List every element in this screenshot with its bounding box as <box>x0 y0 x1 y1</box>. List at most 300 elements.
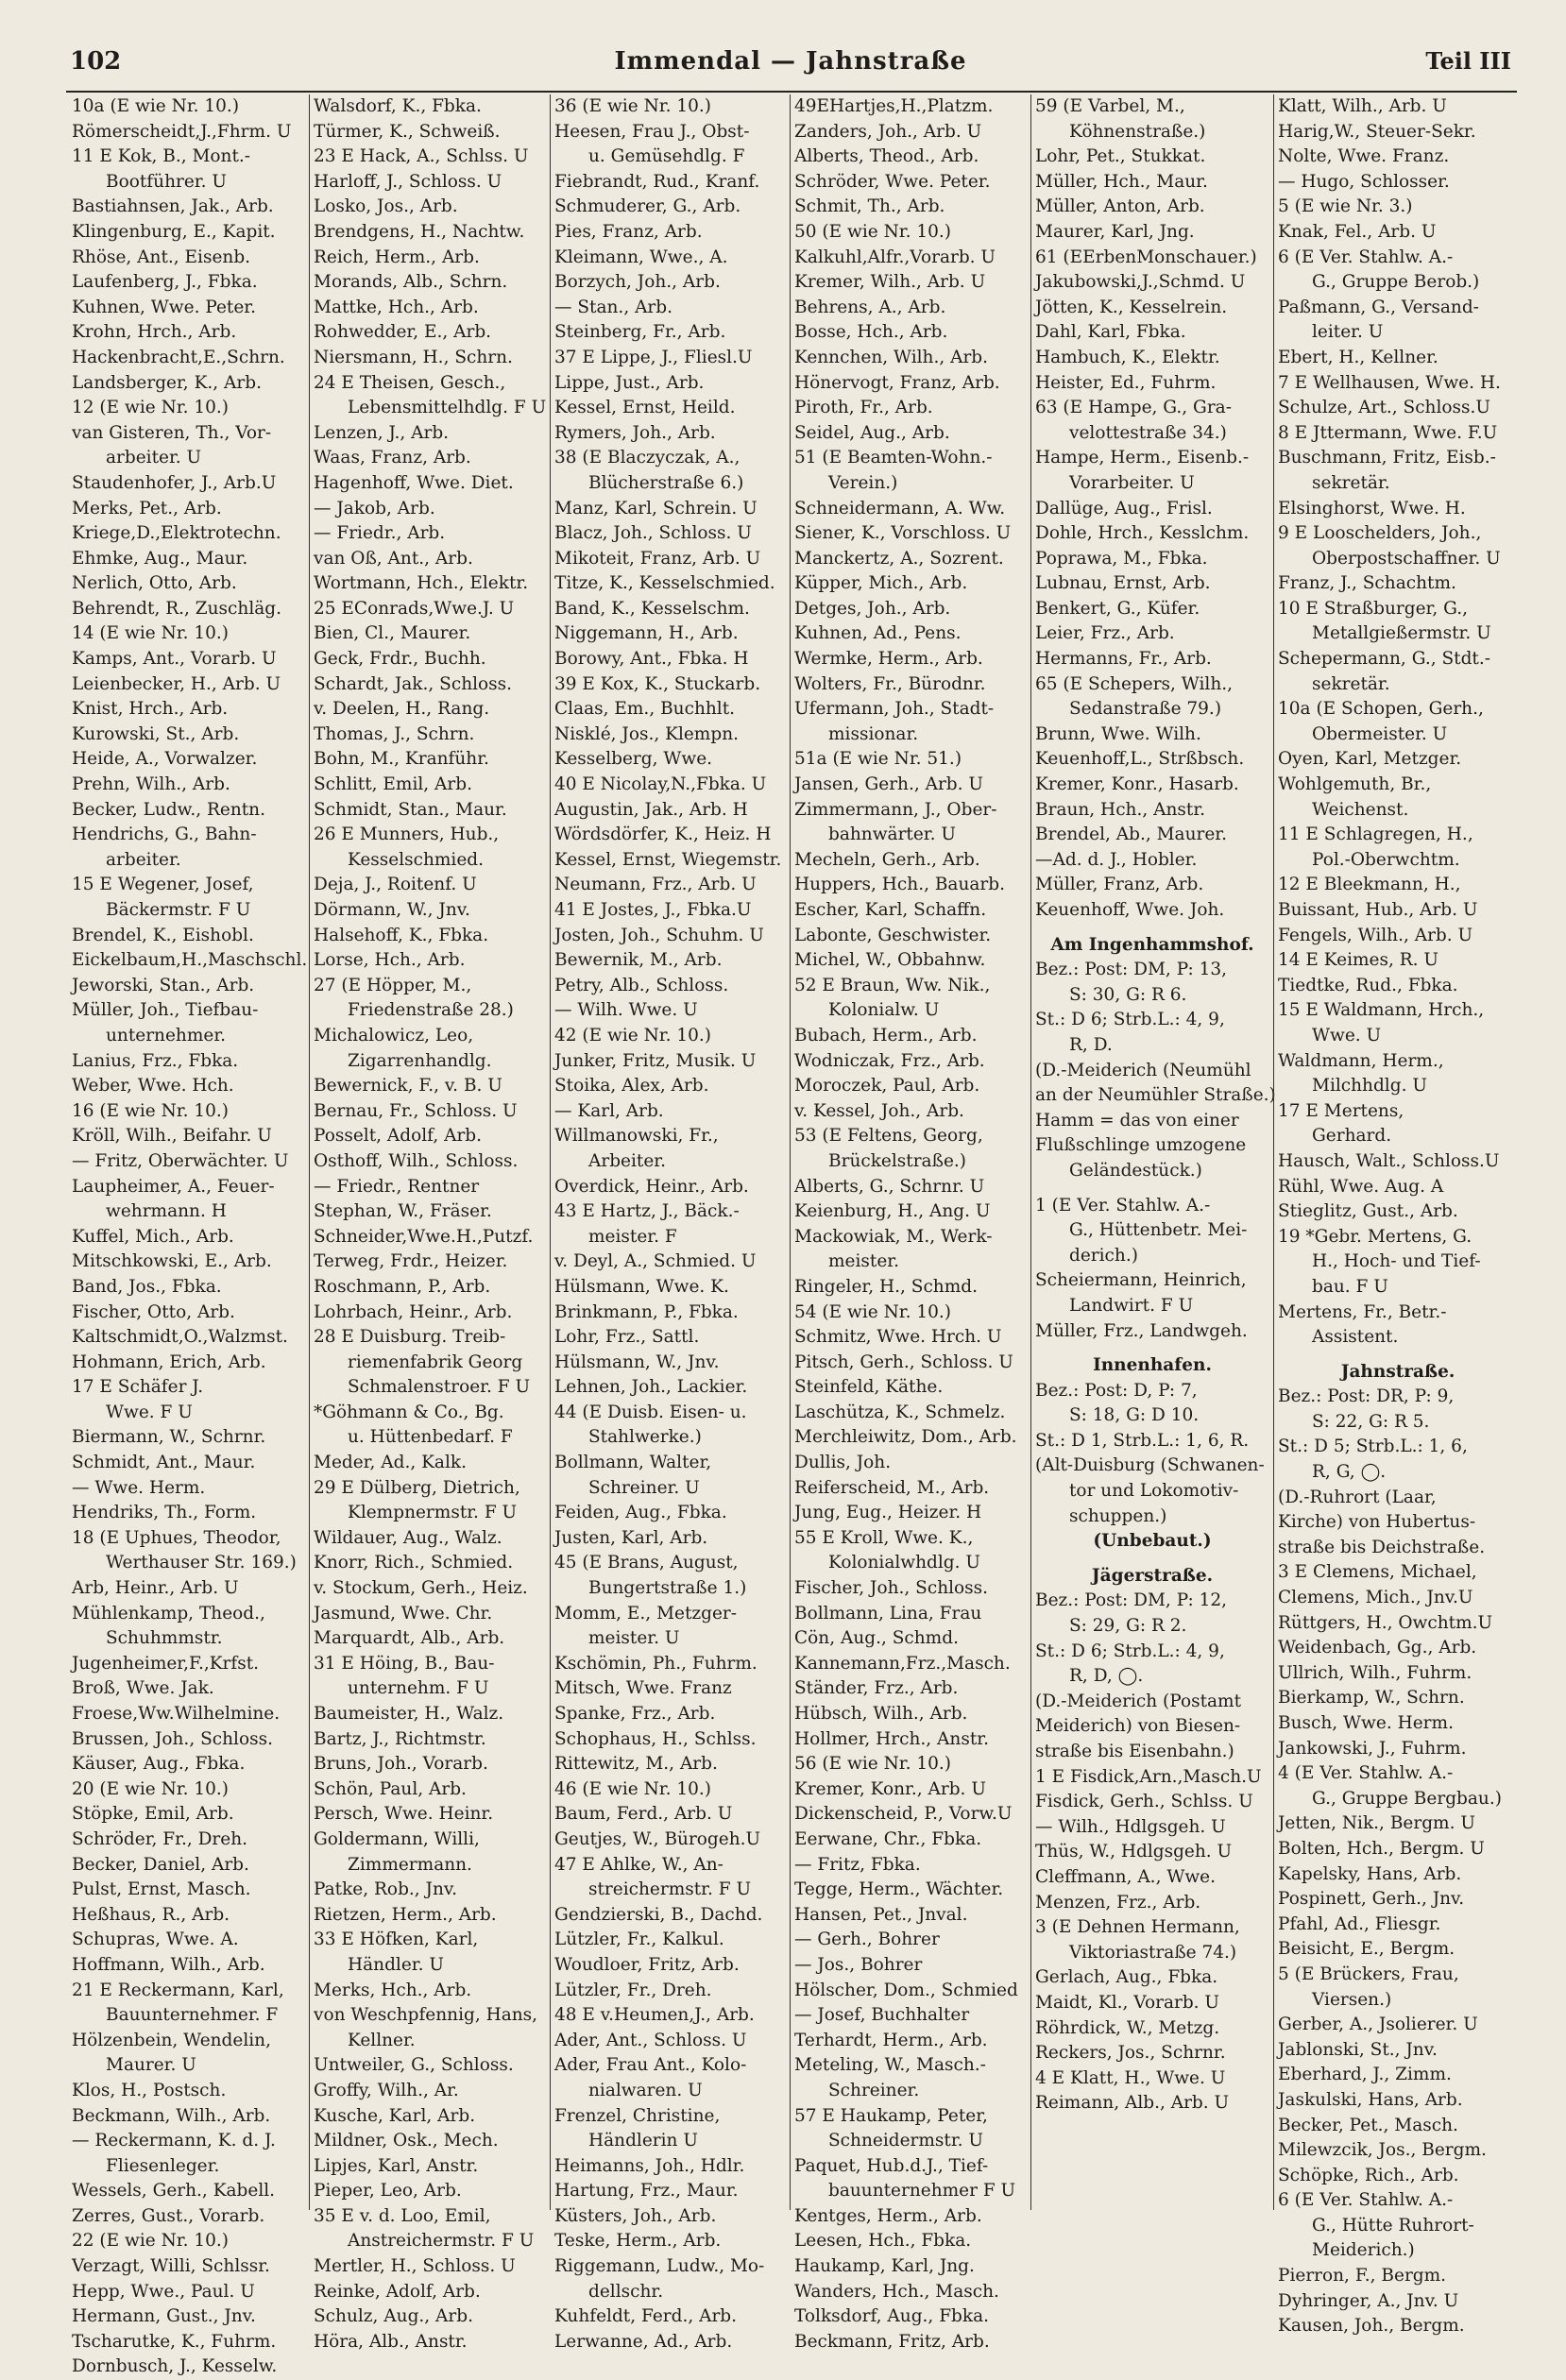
directory-entry: Hülsmann, Wwe. K. <box>554 1276 729 1297</box>
directory-entry: Overdick, Heinr., Arb. <box>554 1176 749 1197</box>
directory-entry: 8 E Jttermann, Wwe. F.U <box>1278 422 1498 443</box>
directory-entry: Mattke, Hch., Arb. <box>314 297 479 317</box>
entry-continuation: Schreiner. U <box>588 1477 700 1498</box>
entry-continuation: Händlerin U <box>588 2131 698 2151</box>
entry-continuation: Zigarrenhandlg. <box>348 1050 492 1071</box>
directory-entry: 17 E Mertens, <box>1278 1100 1404 1121</box>
entry-continuation: Klempnermstr. F U <box>348 1503 518 1523</box>
directory-entry: Baum, Ferd., Arb. U <box>554 1804 733 1825</box>
spacer <box>1274 1351 1522 1360</box>
directory-entry: Dyhringer, A., Jnv. U <box>1278 2290 1459 2311</box>
spacer <box>1031 924 1273 933</box>
entry-continuation: bahnwärter. U <box>828 824 956 845</box>
entry-continuation: Pol.-Oberwchtm. <box>1312 849 1460 870</box>
directory-entry: 5 (E Brückers, Frau, <box>1278 1964 1459 1984</box>
directory-entry: Zimmermann, J., Ober- <box>794 799 997 820</box>
directory-entry: Marquardt, Alb., Arb. <box>314 1628 505 1649</box>
directory-entry: Jablonski, St., Jnv. <box>1278 2039 1438 2060</box>
directory-entry: Franz, J., Schachtm. <box>1278 573 1456 594</box>
entry-continuation: Bauunternehmer. F <box>106 2005 279 2026</box>
directory-entry: 57 E Haukamp, Peter, <box>794 2105 988 2126</box>
column-6 <box>1273 94 1522 2337</box>
directory-entry: Becker, Daniel, Arb. <box>72 1854 249 1875</box>
directory-entry: 56 (E wie Nr. 10.) <box>794 1754 952 1775</box>
directory-entry: Halsehoff, K., Fbka. <box>314 925 489 945</box>
directory-entry: Schmuderer, G., Arb. <box>554 196 741 217</box>
page-header <box>70 47 1511 91</box>
directory-entry: Hausch, Walt., Schloss.U <box>1278 1150 1500 1171</box>
directory-entry: Müller, Joh., Tiefbau- <box>72 1000 259 1021</box>
directory-entry: Nerlich, Otto, Arb. <box>72 573 237 594</box>
directory-entry: Osthoff, Wilh., Schloss. <box>314 1150 519 1171</box>
directory-entry: Pies, Franz, Arb. <box>554 221 703 242</box>
directory-entry: Schardt, Jak., Schloss. <box>314 673 513 694</box>
directory-entry: Bien, Cl., Maurer. <box>314 623 471 644</box>
directory-entry: Ebert, H., Kellner. <box>1278 347 1438 367</box>
directory-entry: Blacz, Joh., Schloss. U <box>554 523 752 544</box>
entry-continuation: Milchhdlg. U <box>1312 1076 1427 1096</box>
directory-entry: Fiebrandt, Rud., Kranf. <box>554 171 760 192</box>
directory-entry: Kessel, Ernst, Heild. <box>554 398 736 418</box>
directory-entry: Fischer, Joh., Schloss. <box>794 1578 989 1599</box>
directory-entry: Brendgens, H., Nachtw. <box>314 221 525 242</box>
directory-entry: Ufermann, Joh., Stadt- <box>794 699 995 720</box>
directory-entry: Röhrdick, W., Metzg. <box>1035 2017 1220 2038</box>
directory-entry: Kremer, Wilh., Arb. U <box>794 272 986 293</box>
directory-entry: 65 (E Schepers, Wilh., <box>1035 673 1234 694</box>
directory-entry: Labonte, Geschwister. <box>794 925 992 945</box>
directory-entry: Kleimann, Wwe., A. <box>554 246 728 267</box>
directory-entry: Pfahl, Ad., Fliesgr. <box>1278 1913 1441 1934</box>
street-heading: Jägerstraße. <box>1091 1565 1214 1586</box>
directory-entry: Buschmann, Fritz, Eisb.- <box>1278 448 1496 468</box>
directory-entry: Hönervogt, Franz, Arb. <box>794 372 1000 393</box>
directory-entry: Knist, Hrch., Arb. <box>72 699 229 720</box>
directory-entry: Keuenhoff, Wwe. Joh. <box>1035 900 1225 920</box>
directory-entry: Hartung, Frz., Maur. <box>554 2181 739 2202</box>
entry-continuation: Anstreichermstr. F U <box>348 2231 535 2252</box>
directory-entry: Lohr, Frz., Sattl. <box>554 1327 700 1348</box>
directory-entry: Paquet, Hub.d.J., Tief- <box>794 2155 989 2176</box>
directory-entry: Goldermann, Willi, <box>314 1828 480 1849</box>
directory-entry: 50 (E wie Nr. 10.) <box>794 221 952 242</box>
directory-entry: Leesen, Hch., Fbka. <box>794 2231 972 2252</box>
directory-entry: — Fritz, Fbka. <box>794 1854 921 1875</box>
directory-entry: Patke, Rob., Jnv. <box>314 1879 458 1900</box>
directory-entry: Knak, Fel., Arb. U <box>1278 221 1437 242</box>
entry-continuation: R, G, ◯. <box>1312 1462 1387 1483</box>
directory-entry: Merks, Pet., Arb. <box>72 498 222 518</box>
directory-entry: Kennchen, Wilh., Arb. <box>794 347 989 367</box>
directory-entry: Dallüge, Aug., Frisl. <box>1035 498 1213 518</box>
entry-continuation: G., Gruppe Bergbau.) <box>1312 1788 1502 1809</box>
entry-continuation: S: 18, G: D 10. <box>1069 1405 1200 1426</box>
entry-continuation: leiter. U <box>1312 322 1384 343</box>
directory-entry: Käuser, Aug., Fbka. <box>72 1754 246 1775</box>
directory-entry: Haukamp, Karl, Jng. <box>794 2256 975 2277</box>
directory-entry: Merks, Hch., Arb. <box>314 1980 472 2000</box>
directory-entry: Michel, W., Obbahnw. <box>794 950 986 971</box>
directory-entry: Lenzen, J., Arb. <box>314 422 450 443</box>
directory-entry: Baumeister, H., Walz. <box>314 1704 504 1724</box>
directory-entry: Band, K., Kesselschm. <box>554 598 750 619</box>
directory-entry: Kausen, Joh., Bergm. <box>1278 2316 1465 2337</box>
directory-entry: Harig,W., Steuer-Sekr. <box>1278 121 1476 142</box>
directory-entry: Bolten, Hch., Bergm. U <box>1278 1838 1485 1859</box>
directory-entry: Jakubowski,J.,Schmd. U <box>1035 272 1246 293</box>
directory-entry: Schneider,Wwe.H.,Putzf. <box>314 1226 534 1247</box>
directory-entry: Brendel, K., Eishobl. <box>72 925 254 945</box>
directory-entry: Jötten, K., Kesselrein. <box>1035 297 1228 317</box>
directory-entry: 47 E Ahlke, W., An- <box>554 1854 723 1875</box>
directory-entry: Mitschkowski, E., Arb. <box>72 1251 272 1272</box>
directory-entry: 54 (E wie Nr. 10.) <box>794 1301 952 1322</box>
directory-entry: Schmidt, Ant., Maur. <box>72 1453 256 1473</box>
directory-entry: straße bis Deichstraße. <box>1278 1537 1486 1557</box>
directory-entry: St.: D 1, Strb.L.: 1, 6, R. <box>1035 1430 1250 1451</box>
directory-entry: Bez.: Post: DR, P: 9, <box>1278 1386 1455 1407</box>
directory-entry: Woudloer, Fritz, Arb. <box>554 1954 740 1975</box>
directory-entry: Feiden, Aug., Fbka. <box>554 1503 727 1523</box>
directory-entry: Zanders, Joh., Arb. U <box>794 121 982 142</box>
column-5 <box>1030 94 1276 2210</box>
directory-entry: Stephan, W., Fräser. <box>314 1201 492 1222</box>
directory-entry: Fisdick, Gerh., Schlss. U <box>1035 1792 1253 1812</box>
directory-entry: — Josef, Buchhalter <box>794 2005 970 2026</box>
directory-entry: Bernau, Fr., Schloss. U <box>314 1100 518 1121</box>
entry-continuation: S: 30, G: R 6. <box>1069 984 1187 1005</box>
directory-entry: Wortmann, Hch., Elektr. <box>314 573 529 594</box>
directory-entry: Hepp, Wwe., Paul. U <box>72 2281 255 2302</box>
directory-entry: Justen, Karl, Arb. <box>554 1527 708 1548</box>
directory-entry: 46 (E wie Nr. 10.) <box>554 1778 712 1799</box>
directory-entry: Hermann, Gust., Jnv. <box>72 2306 256 2327</box>
directory-entry: 3 E Clemens, Michael, <box>1278 1562 1477 1583</box>
directory-entry: Bruns, Joh., Vorarb. <box>314 1754 488 1775</box>
directory-entry: Momm, E., Metzger- <box>554 1603 738 1624</box>
directory-entry: Pitsch, Gerh., Schloss. U <box>794 1352 1013 1372</box>
directory-entry: Kuhnen, Wwe. Peter. <box>72 297 256 317</box>
directory-entry: 15 E Wegener, Josef, <box>72 875 254 895</box>
directory-entry: Geck, Frdr., Buchh. <box>314 649 486 670</box>
street-heading: Am Ingenhammshof. <box>1050 934 1254 955</box>
directory-entry: 1 (E Ver. Stahlw. A.- <box>1035 1195 1211 1216</box>
directory-entry: Terweg, Frdr., Heizer. <box>314 1251 508 1272</box>
directory-entry: Borowy, Ant., Fbka. H <box>554 649 749 670</box>
directory-entry: Froese,Ww.Wilhelmine. <box>72 1704 281 1724</box>
directory-entry: Dickenscheid, P., Vorw.U <box>794 1804 1013 1825</box>
directory-entry: Meder, Ad., Kalk. <box>314 1453 467 1473</box>
entry-continuation: sekretär. <box>1312 673 1390 694</box>
directory-entry: 7 E Wellhausen, Wwe. H. <box>1278 372 1501 393</box>
directory-entry: Keienburg, H., Ang. U <box>794 1201 991 1222</box>
directory-entry: Cleffmann, A., Wwe. <box>1035 1866 1217 1887</box>
directory-entry: 22 (E wie Nr. 10.) <box>72 2231 230 2252</box>
directory-entry: Manz, Karl, Schrein. U <box>554 498 757 518</box>
directory-entry: Kalkuhl,Alfr.,Vorarb. U <box>794 246 996 267</box>
directory-entry: Mecheln, Gerh., Arb. <box>794 849 980 870</box>
directory-entry: —Ad. d. J., Hobler. <box>1035 849 1198 870</box>
directory-entry: Broß, Wwe. Jak. <box>72 1678 214 1699</box>
directory-entry: 17 E Schäfer J. <box>72 1377 204 1398</box>
entry-continuation: Schuhmmstr. <box>106 1628 223 1649</box>
directory-entry: Klatt, Wilh., Arb. U <box>1278 96 1447 116</box>
directory-entry: Roschmann, P., Arb. <box>314 1276 491 1297</box>
spacer <box>1031 1344 1273 1353</box>
directory-entry: Lohr, Pet., Stukkat. <box>1035 146 1206 167</box>
directory-entry: Hohmann, Erich, Arb. <box>72 1352 266 1372</box>
directory-entry: Schön, Paul, Arb. <box>314 1778 467 1799</box>
directory-entry: Merchleiwitz, Dom., Arb. <box>794 1427 1017 1448</box>
entry-continuation: Friedenstraße 28.) <box>348 1000 514 1021</box>
entry-continuation: Kolonialwhdlg. U <box>828 1553 980 1573</box>
directory-entry: Kirche) von Hubertus- <box>1278 1512 1476 1533</box>
directory-entry: 45 (E Brans, August, <box>554 1553 739 1573</box>
entry-continuation: Verein.) <box>828 472 898 493</box>
directory-entry: 15 E Waldmann, Hrch., <box>1278 1000 1485 1021</box>
directory-entry: Scheiermann, Heinrich, <box>1035 1270 1247 1291</box>
entry-continuation: G., Hüttenbetr. Mei- <box>1069 1220 1248 1241</box>
street-heading: (Unbebaut.) <box>1093 1531 1212 1552</box>
directory-entry: Ader, Ant., Schloss. U <box>554 2030 747 2050</box>
directory-entry: 61 (EErbenMonschauer.) <box>1035 246 1257 267</box>
directory-entry: Bewernick, F., v. B. U <box>314 1076 502 1096</box>
directory-entry: Weber, Wwe. Hch. <box>72 1076 234 1096</box>
directory-entry: Biermann, W., Schrnr. <box>72 1427 266 1448</box>
column-2 <box>309 94 550 2352</box>
directory-entry: Cön, Aug., Schmd. <box>794 1628 959 1649</box>
directory-entry: Piroth, Fr., Arb. <box>794 398 933 418</box>
directory-entry: Thomas, J., Schrn. <box>314 723 475 744</box>
directory-entry: Bohn, M., Kranführ. <box>314 749 489 770</box>
directory-entry: 59 (E Varbel, M., <box>1035 96 1185 116</box>
directory-entry: Fischer, Otto, Arb. <box>72 1301 235 1322</box>
directory-entry: Busch, Wwe. Herm. <box>1278 1713 1454 1733</box>
directory-entry: St.: D 6; Strb.L.: 4, 9, <box>1035 1640 1225 1661</box>
directory-entry: Harloff, J., Schloss. U <box>314 171 502 192</box>
entry-continuation: H., Hoch- und Tief- <box>1312 1251 1481 1272</box>
directory-entry: — Reckermann, K. d. J. <box>72 2131 276 2151</box>
directory-entry: Heide, A., Vorwalzer. <box>72 749 258 770</box>
entry-continuation: bauunternehmer F U <box>828 2181 1016 2202</box>
directory-entry: Hagenhoff, Wwe. Diet. <box>314 472 514 493</box>
directory-entry: Losko, Jos., Arb. <box>314 196 458 217</box>
directory-entry: Kremer, Konr., Arb. U <box>794 1778 986 1799</box>
directory-entry: 10a (E wie Nr. 10.) <box>72 96 240 116</box>
directory-entry: Buissant, Hub., Arb. U <box>1278 900 1478 920</box>
directory-entry: Beckmann, Wilh., Arb. <box>72 2105 271 2126</box>
directory-entry: — Wilh. Wwe. U <box>554 1000 698 1021</box>
directory-entry: Lützler, Fr., Kalkul. <box>554 1930 724 1950</box>
directory-entry: Mertler, H., Schloss. U <box>314 2256 516 2277</box>
directory-entry: 21 E Reckermann, Karl, <box>72 1980 284 2000</box>
directory-entry: — Jos., Bohrer <box>794 1954 923 1975</box>
directory-entry: Rhöse, Ant., Eisenb. <box>72 246 251 267</box>
directory-entry: Bastiahnsen, Jak., Arb. <box>72 196 274 217</box>
directory-entry: 11 E Schlagregen, H., <box>1278 824 1473 845</box>
directory-entry: 14 (E wie Nr. 10.) <box>72 623 230 644</box>
directory-entry: Küsters, Joh., Arb. <box>554 2205 717 2226</box>
directory-entry: Lützler, Fr., Dreh. <box>554 1980 712 2000</box>
directory-entry: Schupras, Wwe. A. <box>72 1930 239 1950</box>
entry-continuation: Kolonialw. U <box>828 1000 940 1021</box>
directory-entry: Bewernik, M., Arb. <box>554 950 723 971</box>
directory-entry: 55 E Kroll, Wwe. K., <box>794 1527 974 1548</box>
entry-continuation: u. Hüttenbedarf. F <box>348 1427 513 1448</box>
directory-entry: 52 E Braun, Ww. Nik., <box>794 975 991 995</box>
directory-entry: Jasmund, Wwe. Chr. <box>314 1603 493 1624</box>
entry-continuation: riemenfabrik Georg <box>348 1352 523 1372</box>
directory-entry: Bez.: Post: DM, P: 12, <box>1035 1590 1228 1611</box>
directory-entry: Hölscher, Dom., Schmied <box>794 1980 1018 2000</box>
directory-entry: Hendriks, Th., Form. <box>72 1503 257 1523</box>
directory-entry: Jeworski, Stan., Arb. <box>72 975 255 995</box>
entry-continuation: G., Gruppe Berob.) <box>1312 272 1480 293</box>
directory-entry: Türmer, K., Schweiß. <box>314 121 501 142</box>
entry-continuation: derich.) <box>1069 1245 1138 1266</box>
entry-continuation: meister. F <box>588 1226 677 1247</box>
directory-entry: Paßmann, G., Versand- <box>1278 297 1479 317</box>
directory-entry: Nisklé, Jos., Klempn. <box>554 723 739 744</box>
entry-continuation: R, D, ◯. <box>1069 1666 1144 1687</box>
directory-entry: Maidt, Kl., Vorarb. U <box>1035 1992 1220 2013</box>
directory-entry: straße bis Eisenbahn.) <box>1035 1742 1234 1761</box>
directory-entry: Bartz, J., Richtmstr. <box>314 1728 486 1749</box>
directory-entry: Jetten, Nik., Bergm. U <box>1278 1813 1475 1834</box>
directory-entry: Eerwane, Chr., Fbka. <box>794 1828 982 1849</box>
directory-entry: Morands, Alb., Schrn. <box>314 272 508 293</box>
directory-entry: Lehnen, Joh., Lackier. <box>554 1377 748 1398</box>
directory-entry: Stoika, Alex, Arb. <box>554 1076 709 1096</box>
directory-entry: Jankowski, J., Fuhrm. <box>1278 1738 1467 1759</box>
directory-entry: Kesselberg, Wwe. <box>554 749 713 770</box>
entry-continuation: nialwaren. U <box>588 2080 703 2100</box>
directory-entry: Schulze, Art., Schloss.U <box>1278 398 1490 418</box>
directory-entry: Ständer, Frz., Arb. <box>794 1678 959 1699</box>
directory-entry: — Karl, Arb. <box>554 1100 664 1121</box>
directory-entry: Jugenheimer,F.,Krfst. <box>72 1653 260 1674</box>
entry-continuation: Bäckermstr. F U <box>106 900 251 920</box>
entry-continuation: Fliesenleger. <box>106 2155 220 2176</box>
directory-entry: 6 (E Ver. Stahlw. A.- <box>1278 2190 1454 2211</box>
directory-entry: Bollmann, Lina, Frau <box>794 1603 982 1624</box>
directory-entry: 41 E Jostes, J., Fbka.U <box>554 900 752 920</box>
directory-entry: Gerlach, Aug., Fbka. <box>1035 1967 1218 1988</box>
directory-entry: Jaskulski, Hans, Arb. <box>1278 2089 1463 2110</box>
entry-continuation: Oberpostschaffner. U <box>1312 548 1501 569</box>
directory-entry: Mitsch, Wwe. Franz <box>554 1678 732 1699</box>
directory-entry: Wermke, Herm., Arb. <box>794 649 983 670</box>
directory-entry: Tiedtke, Rud., Fbka. <box>1278 975 1458 995</box>
directory-entry: Clemens, Mich., Jnv.U <box>1278 1588 1473 1608</box>
entry-continuation: Zimmermann. <box>348 1854 472 1875</box>
directory-entry: Groffy, Wilh., Ar. <box>314 2080 459 2100</box>
directory-entry: Eickelbaum,H.,Maschschl. <box>72 950 308 971</box>
directory-entry: Deja, J., Roitenf. U <box>314 875 477 895</box>
directory-entry: Müller, Anton, Arb. <box>1035 196 1205 217</box>
directory-entry: Borzych, Joh., Arb. <box>554 272 721 293</box>
directory-entry: (D.-Meiderich (Neumühl <box>1035 1060 1251 1080</box>
directory-entry: Jansen, Gerh., Arb. U <box>794 774 984 795</box>
directory-entry: Claas, Em., Buchhlt. <box>554 699 736 720</box>
directory-entry: Persch, Wwe. Heinr. <box>314 1804 494 1825</box>
directory-entry: Beckmann, Fritz, Arb. <box>794 2331 990 2352</box>
directory-entry: Stieglitz, Gust., Arb. <box>1278 1201 1458 1222</box>
directory-entry: Dahl, Karl, Fbka. <box>1035 322 1186 343</box>
directory-entry: Bierkamp, W., Schrn. <box>1278 1688 1465 1708</box>
directory-entry: 9 E Looschelders, Joh., <box>1278 523 1482 544</box>
directory-entry: 53 (E Feltens, Georg, <box>794 1126 983 1147</box>
directory-entry: 16 (E wie Nr. 10.) <box>72 1100 230 1121</box>
directory-entry: Schophaus, H., Schlss. <box>554 1728 757 1749</box>
directory-entry: Schmit, Th., Arb. <box>794 196 945 217</box>
entry-continuation: R, D. <box>1069 1034 1113 1055</box>
directory-entry: Petry, Alb., Schloss. <box>554 975 729 995</box>
entry-continuation: velottestraße 34.) <box>1069 422 1227 443</box>
directory-entry: Niggemann, H., Arb. <box>554 623 739 644</box>
directory-entry: 14 E Keimes, R. U <box>1278 950 1439 971</box>
directory-entry: Schmitz, Wwe. Hrch. U <box>794 1327 1002 1348</box>
directory-entry: Mackowiak, M., Werk- <box>794 1226 993 1247</box>
directory-entry: Reinke, Adolf, Arb. <box>314 2281 481 2302</box>
directory-entry: Brinkmann, P., Fbka. <box>554 1301 739 1322</box>
directory-entry: Tolksdorf, Aug., Fbka. <box>794 2306 989 2327</box>
directory-entry: 12 (E wie Nr. 10.) <box>72 398 230 418</box>
directory-entry: — Friedr., Arb. <box>314 523 446 544</box>
directory-entry: Schmidt, Stan., Maur. <box>314 799 507 820</box>
entry-continuation: G., Hütte Ruhrort- <box>1312 2215 1474 2236</box>
directory-entry: Eberhard, J., Zimm. <box>1278 2065 1452 2085</box>
directory-entry: 10a (E Schopen, Gerh., <box>1278 699 1484 720</box>
directory-entry: Leienbecker, H., Arb. U <box>72 673 281 694</box>
directory-entry: 19 *Gebr. Mertens, G. <box>1278 1226 1472 1247</box>
directory-entry: Fengels, Wilh., Arb. U <box>1278 925 1473 945</box>
directory-entry: Mildner, Osk., Mech. <box>314 2131 499 2151</box>
entry-continuation: S: 22, G: R 5. <box>1312 1411 1430 1432</box>
directory-entry: Schulz, Aug., Arb. <box>314 2306 473 2327</box>
directory-entry: Mertens, Fr., Betr.- <box>1278 1301 1447 1322</box>
directory-entry: — Hugo, Schlosser. <box>1278 171 1450 192</box>
header-rule <box>66 91 1517 93</box>
directory-entry: Michalowicz, Leo, <box>314 1025 474 1046</box>
page-title: Immendal — Jahnstraße <box>614 47 967 76</box>
directory-entry: 25 EConrads,Wwe.J. U <box>314 598 515 619</box>
entry-continuation: streichermstr. F U <box>588 1879 752 1900</box>
entry-continuation: Köhnenstraße.) <box>1069 121 1206 142</box>
directory-entry: 4 E Klatt, H., Wwe. U <box>1035 2067 1226 2088</box>
directory-entry: Escher, Karl, Schaffn. <box>794 900 987 920</box>
directory-entry: Heimanns, Joh., Hdlr. <box>554 2155 745 2176</box>
entry-continuation: Vorarbeiter. U <box>1069 472 1195 493</box>
entry-continuation: Stahlwerke.) <box>588 1427 702 1448</box>
directory-entry: Hamm = das von einer <box>1035 1110 1239 1130</box>
entry-continuation: arbeiter. U <box>106 448 202 468</box>
directory-entry: Hölzenbein, Wendelin, <box>72 2030 271 2050</box>
directory-entry: 49EHartjes,H.,Platzm. <box>794 96 994 116</box>
directory-entry: Gerber, A., Jsolierer. U <box>1278 2014 1478 2035</box>
entry-continuation: S: 29, G: R 2. <box>1069 1616 1187 1637</box>
entry-continuation: meister. <box>828 1251 899 1272</box>
directory-entry: Bez.: Post: DM, P: 13, <box>1035 960 1228 980</box>
directory-entry: Laupheimer, A., Feuer- <box>72 1176 275 1197</box>
directory-entry: Küpper, Mich., Arb. <box>794 573 968 594</box>
directory-entry: Kurowski, St., Arb. <box>72 723 240 744</box>
entry-continuation: Geländestück.) <box>1069 1160 1202 1181</box>
directory-entry: Bosse, Hch., Arb. <box>794 322 948 343</box>
directory-entry: St.: D 5; Strb.L.: 1, 6, <box>1278 1436 1468 1457</box>
directory-entry: Siener, K., Vorschloss. U <box>794 523 1012 544</box>
directory-entry: Frenzel, Christine, <box>554 2105 721 2126</box>
